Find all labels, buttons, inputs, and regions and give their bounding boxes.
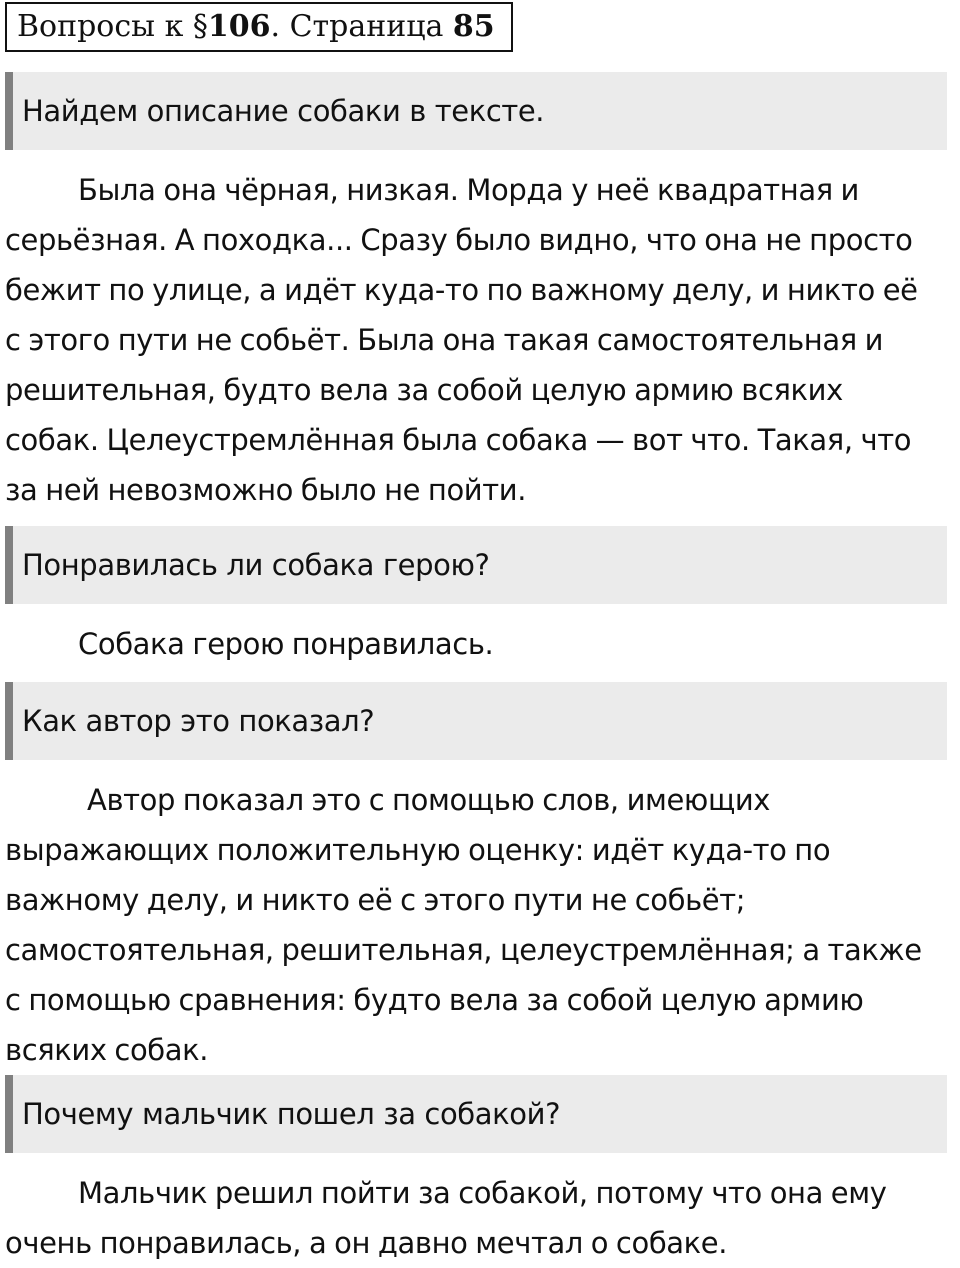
question-4: Почему мальчик пошел за собакой? (5, 1075, 947, 1153)
title-prefix: Вопросы к § (17, 9, 208, 44)
answer-1-line-1: Была она чёрная, низкая. Морда у неё квадратная и (78, 173, 860, 207)
page-number: 85 (452, 9, 495, 44)
question-2: Понравилась ли собака герою? (5, 526, 947, 604)
answer-3-line-4: самостоятельная, решительная, целеустремлённая; а также (5, 933, 922, 967)
title-middle: . Страница (270, 9, 453, 44)
answer-3-line-1: Автор показал это с помощью слов, имеющих (87, 783, 771, 817)
answer-3-line-5: с помощью сравнения: будто вела за собой целую армию (5, 983, 864, 1017)
answer-1-line-4: с этого пути не собьёт. Была она такая самостоятельная и (5, 323, 884, 357)
answer-1-line-6: собак. Целеустремлённая была собака — вот что. Такая, что (5, 423, 912, 457)
question-1: Найдем описание собаки в тексте. (5, 72, 947, 150)
answer-3-line-6: всяких собак. (5, 1033, 209, 1067)
answer-1-line-7: за ней невозможно было не пойти. (5, 473, 527, 507)
answer-1-line-5: решительная, будто вела за собой целую армию всяких (5, 373, 843, 407)
answer-4-line-1: Мальчик решил пойти за собакой, потому что она ему (78, 1176, 887, 1210)
paragraph-number: 106 (207, 9, 271, 44)
answer-3 (5, 775, 960, 1075)
page-title (5, 2, 513, 52)
answer-3-line-2: выражающих положительную оценку: идёт куда-то по (5, 833, 831, 867)
answer-1 (5, 165, 960, 515)
answer-3-line-3: важному делу, и никто её с этого пути не собьёт; (5, 883, 746, 917)
answer-4 (5, 1168, 960, 1268)
answer-1-line-2: серьёзная. А походка... Сразу было видно, что она не просто (5, 223, 913, 257)
answer-4-line-2: очень понравилась, а он давно мечтал о собаке. (5, 1226, 728, 1260)
answer-2 (5, 619, 960, 669)
answer-2-line-1: Собака герою понравилась. (78, 627, 494, 661)
answer-1-line-3: бежит по улице, а идёт куда-то по важному делу, и никто её (5, 273, 918, 307)
question-3: Как автор это показал? (5, 682, 947, 760)
